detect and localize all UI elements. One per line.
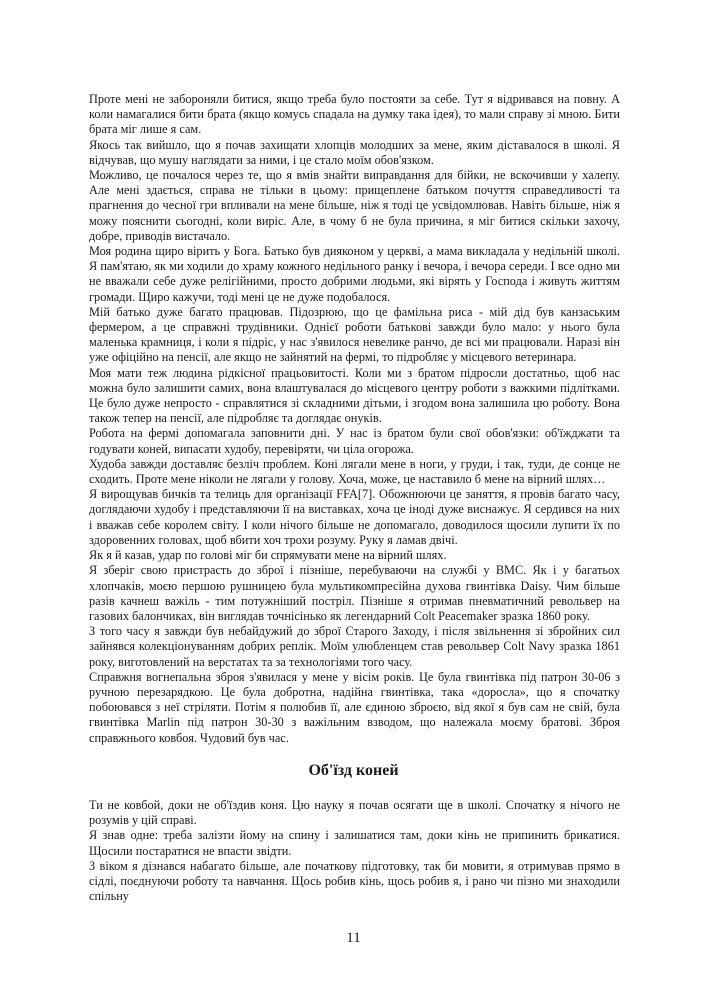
paragraph: Ти не ковбой, доки не об'їздив коня. Цю науку я почав осягати ще в школі. Спочатку я нічого не розумів у цій справі. [89,798,620,828]
paragraph: Я знав одне: треба залізти йому на спину і залишатися там, доки кінь не припинить брикатися. Щосили постаратися не впасти звідти. [89,828,620,858]
paragraph: Проте мені не забороняли битися, якщо треба було постояти за себе. Тут я відривався на повну. А коли намагалися бити брата (якщо комусь спадала на думку така ідея), то мали справу зі мною. Бити брата міг лише я сам. [89,92,620,137]
paragraph: Моя мати теж людина рідкісної працьовитості. Коли ми з братом підросли достатньо, щоб нас можна було залишити самих, вона влаштувалася до місцевого центру роботи з важкими підлітками. Це було дуже непросто - справлятися зі складними дітьми, і згодом вона залишила цю роботу. Вона також тепер на пенсії, але підробляє та доглядає онуків. [89,365,620,426]
paragraph: Можливо, це почалося через те, що я вмів знайти виправдання для бійки, не вскочивши у халепу. Але мені здається, справа не тільки в цьому: прищеплене батьком почуття справедливості та прагнення до чесної гри впливали на мене більше, ніж я тоді це усвідомлював. Навіть більше, ніж я можу пояснити сьогодні, коли виріс. Але, в чому б не була причина, я міг битися скільки захочу, добре, приводів вистачало. [89,168,620,243]
paragraph: Як я й казав, удар по голові міг би спрямувати мене на вірний шлях. [89,548,447,563]
paragraph: Робота на фермі допомагала заповнити дні. У нас із братом були свої обов'язки: об'їжджати та годувати коней, випасати худобу, перевіряти, чи ціла огорожа. [89,426,620,456]
paragraph: Якось так вийшло, що я почав захищати хлопців молодших за мене, яким діставалося в школі. Я відчував, що мушу наглядати за ними, і це стало моїм обов'язком. [89,137,620,167]
section-heading: Об'їзд коней [308,762,399,779]
paragraph: З того часу я завжди був небайдужий до зброї Старого Заходу, і після звільнення зі збройних сил зайнявся колекціонуванням добрих реплік. Моїм улюбленцем став револьвер Colt Navy зразка 1861 року, виготовлений на верстатах та за технологіями того часу. [89,624,620,669]
paragraph: Я вирощував бичків та телиць для організації FFA[7]. Обожнюючи це заняття, я провів багато часу, доглядаючи худобу і представляючи її на виставках, хоча це іноді дуже виснажує. Я сердився на них і вважав себе королем світу. І коли нічого більше не допомагало, доводилося щосили лупити їх по здоровенних головах, щоб вбити хоч трохи розуму. Руку я ламав двічі. [89,487,620,547]
section-text [89,798,620,904]
paragraph: Мій батько дуже багато працював. Підозрюю, що це фамільна риса - мій дід був канзаським фермером, а це справжні трудівники. Однієї роботи батькові завжди було мало: у нього була маленька крамниця, і коли я підріс, у нас з'явилося невелике ранчо, де всі ми працювали. Наразі він уже офіційно на пенсії, але якщо не зайнятий на фермі, то підробляє у місцевого ветеринара. [89,304,620,365]
paragraph: Справжня вогнепальна зброя з'явилася у мене у вісім років. Це була гвинтівка під патрон 30-06 з ручною перезарядкою. Це була добротна, надійна гвинтівка, така «доросла», що я спочатку побоювався з неї стріляти. Потім я полюбив її, але єдиною зброєю, від якої я був сам не свій, була гвинтівка Marlin під патрон 30-30 з важільним взводом, що належала моєму братові. Зброя справжнього ковбоя. Чудовий був час. [89,669,620,745]
paragraph: З віком я дізнався набагато більше, але початкову підготовку, так би мовити, я отримував прямо в сідлі, поєднуючи роботу та навчання. Щось робив кінь, щось робив я, і рано чи пізно ми знаходили спільну [89,858,620,904]
paragraph: Я зберіг свою пристрасть до зброї і пізніше, перебуваючи на службі у ВМС. Як і у багатьох хлопчаків, моєю першою рушницею була мультикомпресійна духова гвинтівка Daisy. Чим більше разів качнеш важіль - тим потужніший постріл. Пізніше я отримав пневматичний револьвер на газових балончиках, він виглядав точнісінько як легендарний Colt Peacemaker зразка 1860 року. [89,563,620,623]
body-text [89,92,620,746]
paragraph: Моя родина щиро вірить у Бога. Батько був дияконом у церкві, а мама викладала у недільній школі. Я пам'ятаю, як ми ходили до храму кожного недільного ранку і вечора, і вечора середи. І все одно ми не вважали себе дуже релігійними, просто добрими людьми, які вірять у Господа і живуть життям громади. Щиро кажучи, тоді мені це не дуже подобалося. [89,244,620,304]
page-number: 11 [346,930,361,946]
paragraph: Худоба завжди доставляє безліч проблем. Коні лягали мене в ноги, у груди, і так, туди, де сонце не сходить. Проте мене ніколи не лягали у голову. Хоча, може, це наставило б мене на вірний шлях… [89,456,620,487]
